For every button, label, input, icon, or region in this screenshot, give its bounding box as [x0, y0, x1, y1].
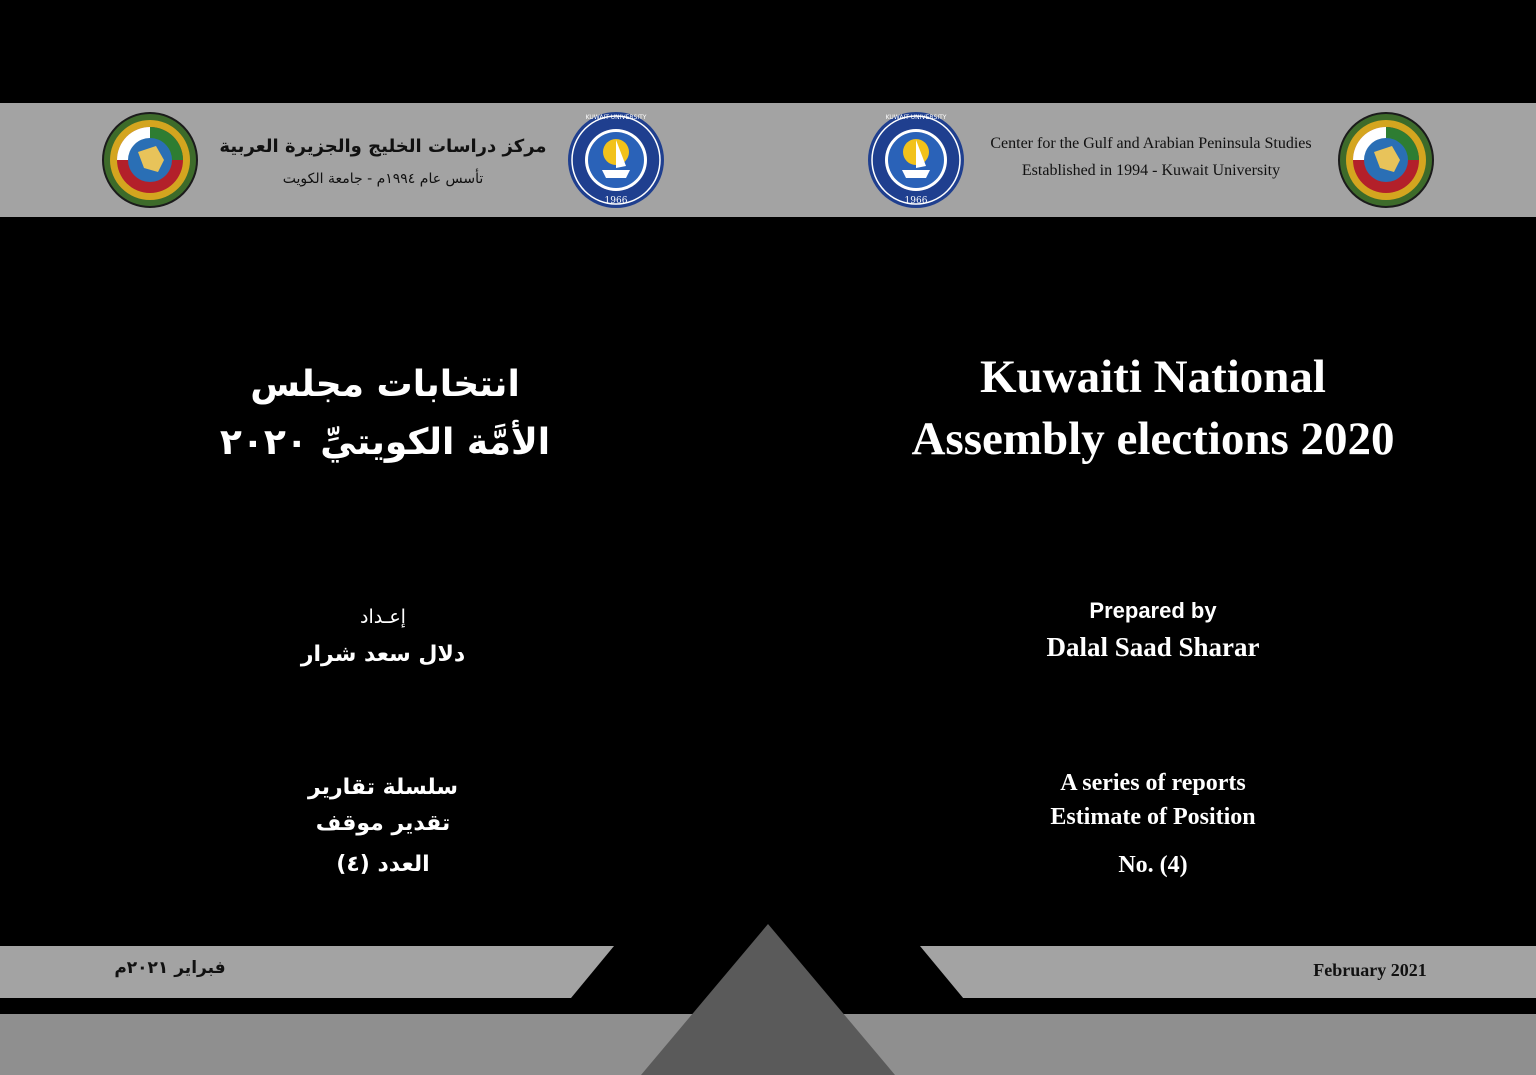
kuwait-university-seal-icon	[566, 110, 666, 210]
university-founding-year: 1966	[604, 196, 628, 206]
center-triangle	[641, 924, 895, 1075]
arabic-title	[150, 356, 620, 472]
gcc-emblem-icon	[100, 110, 200, 210]
arabic-author: دلال سعد شرار	[300, 642, 466, 667]
arabic-prepared-label: إعـداد	[360, 606, 406, 628]
arabic-series-line1: سلسلة تقارير	[308, 775, 458, 800]
arabic-issue-number: العدد (٤)	[336, 852, 430, 877]
english-series-line1: A series of reports	[1060, 770, 1246, 796]
university-ring-text: KUWAIT UNIVERSITY	[585, 114, 647, 121]
english-author: Dalal Saad Sharar	[1046, 632, 1260, 662]
arabic-date: فبراير ٢٠٢١م	[114, 958, 226, 978]
english-center-established: Established in 1994 - Kuwait University	[1021, 162, 1281, 179]
english-series	[1000, 766, 1306, 834]
arabic-center-name: مركز دراسات الخليج والجزيرة العربية	[219, 136, 547, 157]
arabic-series-line2: تقدير موقف	[315, 811, 451, 836]
english-series-line2: Estimate of Position	[1050, 804, 1256, 830]
arabic-center-established: تأسس عام ١٩٩٤م - جامعة الكويت	[282, 171, 484, 187]
english-center-name: Center for the Gulf and Arabian Peninsula Studies	[990, 135, 1312, 152]
university-ring-text: KUWAIT UNIVERSITY	[885, 114, 947, 121]
header-band	[0, 103, 1536, 217]
english-title-line2: Assembly elections 2020	[911, 413, 1395, 465]
gcc-emblem-icon	[1336, 110, 1436, 210]
university-founding-year: 1966	[904, 196, 928, 206]
english-issue-number: No. (4)	[1118, 852, 1188, 878]
kuwait-university-seal-icon	[866, 110, 966, 210]
arabic-title-line2: الأمَّة الكويتيِّ ٢٠٢٠	[219, 422, 551, 463]
arabic-series	[233, 770, 533, 842]
english-title-line1: Kuwaiti National	[979, 351, 1326, 403]
arabic-title-line1: انتخابات مجلس	[250, 364, 520, 405]
english-date: February 2021	[1313, 960, 1427, 980]
english-prepared-label: Prepared by	[1089, 598, 1217, 623]
english-title	[870, 346, 1436, 470]
